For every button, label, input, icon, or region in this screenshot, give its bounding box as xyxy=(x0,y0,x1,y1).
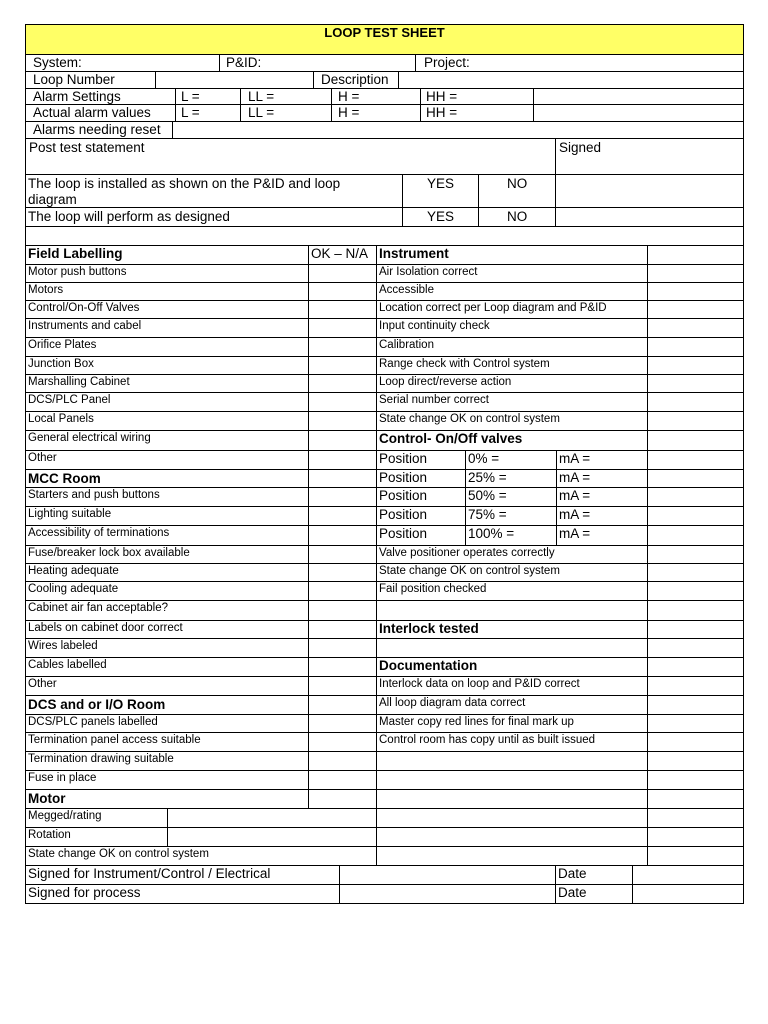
loop-perform-question: The loop will perform as designed xyxy=(25,207,403,227)
ok-na-cell[interactable] xyxy=(308,411,377,431)
alarms-reset-label: Alarms needing reset xyxy=(25,121,173,139)
check-cell[interactable] xyxy=(647,600,744,621)
alarm-settings: Alarm Settings xyxy=(25,88,176,105)
interlock-header: Interlock tested xyxy=(376,620,648,639)
check-cell[interactable] xyxy=(647,430,744,451)
check-cell[interactable] xyxy=(647,657,744,677)
instrument-header: Instrument xyxy=(376,245,648,265)
check-cell[interactable] xyxy=(647,732,744,752)
position-percent: 25% = xyxy=(465,469,557,488)
ok-na-header: OK – N/A xyxy=(308,245,377,265)
field-item: Control/On-Off Valves xyxy=(25,300,309,319)
signed-process-label: Signed for process xyxy=(25,884,340,904)
position-ma: mA = xyxy=(556,506,648,526)
actual-alarm-values-h: H = xyxy=(331,104,421,122)
valve-item: Fail position checked xyxy=(376,581,648,601)
ok-na-cell[interactable] xyxy=(308,714,377,733)
instrument-item: Input continuity check xyxy=(376,318,648,338)
position-ma: mA = xyxy=(556,450,648,470)
q1-sign xyxy=(555,174,744,208)
field-item: Junction Box xyxy=(25,356,309,375)
doc-item: All loop diagram data correct xyxy=(376,695,648,715)
dcs-item: DCS/PLC panels labelled xyxy=(25,714,309,733)
check-cell[interactable] xyxy=(647,638,744,658)
motor-value[interactable] xyxy=(167,808,377,828)
field-item: Motors xyxy=(25,282,309,301)
mcc-item: Cables labelled xyxy=(25,657,309,677)
doc-item: Interlock data on loop and P&ID correct xyxy=(376,676,648,696)
ok-na-cell[interactable] xyxy=(308,657,377,677)
actual-alarm-values-l: L = xyxy=(175,104,241,122)
check-cell[interactable] xyxy=(647,808,744,828)
blank-row xyxy=(376,808,648,828)
ok-na-cell[interactable] xyxy=(308,620,377,639)
position-percent: 75% = xyxy=(465,506,557,526)
q2-yes[interactable]: YES xyxy=(402,207,479,227)
ok-na-cell[interactable] xyxy=(308,545,377,564)
motor-item: Rotation xyxy=(25,827,168,847)
mcc-item: Cooling adequate xyxy=(25,581,309,601)
ok-na-cell[interactable] xyxy=(308,430,377,451)
ok-na-cell[interactable] xyxy=(308,751,377,771)
ok-na-cell[interactable] xyxy=(308,732,377,752)
check-cell[interactable] xyxy=(647,282,744,301)
blank-row xyxy=(376,770,648,790)
field-item: General electrical wiring xyxy=(25,430,309,451)
date-field[interactable] xyxy=(632,884,744,904)
ok-na-cell[interactable] xyxy=(308,676,377,696)
doc-item: Master copy red lines for final mark up xyxy=(376,714,648,733)
dcs-item: Termination panel access suitable xyxy=(25,732,309,752)
q2-sign xyxy=(555,207,744,227)
ok-na-cell[interactable] xyxy=(308,581,377,601)
check-cell[interactable] xyxy=(647,545,744,564)
check-cell[interactable] xyxy=(647,337,744,357)
project-label: Project: xyxy=(415,54,744,72)
field-item: Marshalling Cabinet xyxy=(25,374,309,393)
actual-alarm-values: Actual alarm values xyxy=(25,104,176,122)
ok-na-cell[interactable] xyxy=(308,469,377,488)
ok-na-cell[interactable] xyxy=(308,638,377,658)
q1-no[interactable]: NO xyxy=(478,174,556,208)
check-cell[interactable] xyxy=(647,392,744,412)
check-cell[interactable] xyxy=(647,264,744,283)
ok-na-cell[interactable] xyxy=(308,487,377,507)
check-cell[interactable] xyxy=(647,318,744,338)
instrument-item: Serial number correct xyxy=(376,392,648,412)
mcc-item: Fuse/breaker lock box available xyxy=(25,545,309,564)
alarm-settings-l: L = xyxy=(175,88,241,105)
valve-item: Valve positioner operates correctly xyxy=(376,545,648,564)
instrument-item: Range check with Control system xyxy=(376,356,648,375)
loop-installed-line2: diagram xyxy=(28,191,77,207)
check-cell[interactable] xyxy=(647,300,744,319)
date-label: Date xyxy=(555,865,633,885)
mcc-item: Heating adequate xyxy=(25,563,309,582)
check-cell[interactable] xyxy=(647,374,744,393)
instrument-item: Air Isolation correct xyxy=(376,264,648,283)
mcc-item: Starters and push buttons xyxy=(25,487,309,507)
sheet-title: LOOP TEST SHEET xyxy=(25,24,744,55)
q2-no[interactable]: NO xyxy=(478,207,556,227)
motor-item: Megged/rating xyxy=(25,808,168,828)
mcc-item: Labels on cabinet door correct xyxy=(25,620,309,639)
dcs-room-header: DCS and or I/O Room xyxy=(25,695,309,715)
post-test-statement: Post test statement xyxy=(25,138,556,175)
signed-process-field[interactable] xyxy=(339,884,556,904)
mcc-item: Wires labeled xyxy=(25,638,309,658)
mcc-item: Cabinet air fan acceptable? xyxy=(25,600,309,621)
check-cell[interactable] xyxy=(647,751,744,771)
check-cell[interactable] xyxy=(647,245,744,265)
blank-row xyxy=(376,827,648,847)
alarm-settings-h: H = xyxy=(331,88,421,105)
valve-item: State change OK on control system xyxy=(376,563,648,582)
description-label: Description xyxy=(313,71,399,89)
ok-na-cell[interactable] xyxy=(308,337,377,357)
instrument-item: Loop direct/reverse action xyxy=(376,374,648,393)
field-item: Instruments and cabel xyxy=(25,318,309,338)
ok-na-cell[interactable] xyxy=(308,450,377,470)
check-cell[interactable] xyxy=(647,411,744,431)
ok-na-cell[interactable] xyxy=(308,318,377,338)
motor-header: Motor xyxy=(25,789,309,809)
ok-na-cell[interactable] xyxy=(308,300,377,319)
blank-row xyxy=(376,638,648,658)
position-label: Position xyxy=(376,450,466,470)
ok-na-cell[interactable] xyxy=(308,374,377,393)
position-label: Position xyxy=(376,525,466,546)
alarm-settings-ll: LL = xyxy=(240,88,332,105)
field-item: Orifice Plates xyxy=(25,337,309,357)
alarm-settings-hh: HH = xyxy=(420,88,534,105)
check-cell[interactable] xyxy=(647,620,744,639)
check-cell[interactable] xyxy=(647,356,744,375)
blank-row xyxy=(376,789,648,809)
check-cell[interactable] xyxy=(647,789,744,809)
ok-na-cell[interactable] xyxy=(308,506,377,526)
mcc-item: Lighting suitable xyxy=(25,506,309,526)
check-cell[interactable] xyxy=(647,846,744,866)
spacer-row xyxy=(25,226,744,246)
control-valves-header: Control- On/Off valves xyxy=(376,430,648,451)
instrument-item: Calibration xyxy=(376,337,648,357)
field-item: Local Panels xyxy=(25,411,309,431)
description-field[interactable] xyxy=(398,71,744,89)
actual-alarm-values-hh: HH = xyxy=(420,104,534,122)
position-label: Position xyxy=(376,487,466,507)
check-cell[interactable] xyxy=(647,487,744,507)
position-percent: 0% = xyxy=(465,450,557,470)
ok-na-cell[interactable] xyxy=(308,695,377,715)
field-item: Other xyxy=(25,450,309,470)
ok-na-cell[interactable] xyxy=(308,600,377,621)
dcs-item: Fuse in place xyxy=(25,770,309,790)
blank-row xyxy=(376,751,648,771)
motor-item: State change OK on control system xyxy=(25,846,377,866)
mcc-item: Accessibility of terminations xyxy=(25,525,309,546)
check-cell[interactable] xyxy=(647,506,744,526)
check-cell[interactable] xyxy=(647,827,744,847)
check-cell[interactable] xyxy=(647,581,744,601)
check-cell[interactable] xyxy=(647,450,744,470)
check-cell[interactable] xyxy=(647,525,744,546)
position-percent: 50% = xyxy=(465,487,557,507)
position-percent: 100% = xyxy=(465,525,557,546)
loop-number-label: Loop Number xyxy=(25,71,156,89)
field-labelling-header: Field Labelling xyxy=(25,245,309,265)
signed-instrument-label: Signed for Instrument/Control / Electrical xyxy=(25,865,340,885)
check-cell[interactable] xyxy=(647,695,744,715)
ok-na-cell[interactable] xyxy=(308,356,377,375)
check-cell[interactable] xyxy=(647,469,744,488)
pid-label: P&ID: xyxy=(219,54,416,72)
check-cell[interactable] xyxy=(647,714,744,733)
system-label: System: xyxy=(25,54,220,72)
mcc-room-header: MCC Room xyxy=(25,469,309,488)
ok-na-cell[interactable] xyxy=(308,525,377,546)
motor-value[interactable] xyxy=(167,827,377,847)
check-cell[interactable] xyxy=(647,676,744,696)
alarms-reset-field[interactable] xyxy=(172,121,744,139)
field-item: Motor push buttons xyxy=(25,264,309,283)
q1-yes[interactable]: YES xyxy=(402,174,479,208)
ok-na-cell[interactable] xyxy=(308,282,377,301)
date-label: Date xyxy=(555,884,633,904)
loop-installed-line1: The loop is installed as shown on the P&ID and loop xyxy=(28,176,341,191)
ok-na-cell[interactable] xyxy=(308,392,377,412)
blank-row xyxy=(376,600,648,621)
ok-na-cell[interactable] xyxy=(308,563,377,582)
ok-na-cell[interactable] xyxy=(308,789,377,809)
position-ma: mA = xyxy=(556,487,648,507)
ok-na-cell[interactable] xyxy=(308,264,377,283)
position-ma: mA = xyxy=(556,469,648,488)
documentation-header: Documentation xyxy=(376,657,648,677)
post-test-signed: Signed xyxy=(555,138,744,175)
doc-item: Control room has copy until as built issued xyxy=(376,732,648,752)
loop-installed-question xyxy=(25,174,403,208)
blank-row xyxy=(376,846,648,866)
actual-alarm-values-field[interactable] xyxy=(533,104,744,122)
alarm-settings-field[interactable] xyxy=(533,88,744,105)
field-item: DCS/PLC Panel xyxy=(25,392,309,412)
position-label: Position xyxy=(376,469,466,488)
loop-number-field[interactable] xyxy=(155,71,314,89)
actual-alarm-values-ll: LL = xyxy=(240,104,332,122)
check-cell[interactable] xyxy=(647,563,744,582)
ok-na-cell[interactable] xyxy=(308,770,377,790)
instrument-item: State change OK on control system xyxy=(376,411,648,431)
signed-instrument-field[interactable] xyxy=(339,865,556,885)
mcc-item: Other xyxy=(25,676,309,696)
instrument-item: Accessible xyxy=(376,282,648,301)
dcs-item: Termination drawing suitable xyxy=(25,751,309,771)
date-field[interactable] xyxy=(632,865,744,885)
position-label: Position xyxy=(376,506,466,526)
check-cell[interactable] xyxy=(647,770,744,790)
position-ma: mA = xyxy=(556,525,648,546)
instrument-item: Location correct per Loop diagram and P&ID xyxy=(376,300,648,319)
